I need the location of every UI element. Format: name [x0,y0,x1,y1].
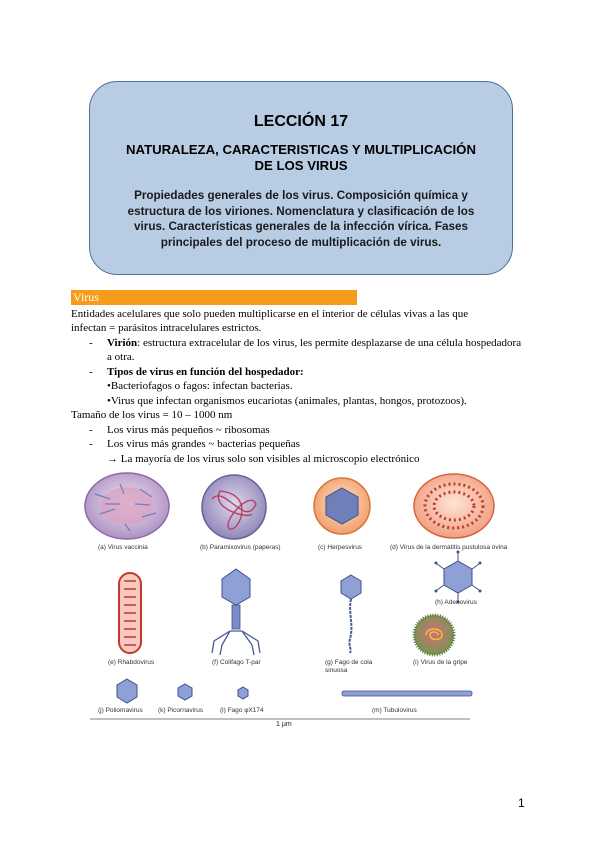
size-small-text: Los virus más pequeños ~ ribosomas [107,424,270,436]
list-dash: - [89,438,93,450]
subtitle-line: virus. Características generales de la infección vírica. Fases [134,220,468,234]
virion-def-text: : estructura extracelular de los virus, les permite desplazarse de una célula hospedadora [137,337,522,349]
virion-term: Virión [107,337,138,349]
phix174-phage-illustration [238,687,248,699]
caption-a: (a) Virus vaccinia [98,544,148,551]
caption-g: (g) Fago de cola sinuosa [325,659,373,674]
caption-j: (j) Poliomavirus [98,707,143,714]
size-big-text: Los virus más grandes ~ bacterias pequeñas [107,438,300,450]
tubulovirus-illustration [342,691,472,696]
type-item: •Virus que infectan organismos eucariotas (animales, plantas, hongos, protozoos). [107,395,467,407]
caption-h: (h) Adenovirus [435,599,477,606]
virion-definition [107,336,521,350]
type-item: •Bacteriofagos o fagos: infectan bacterias. [107,380,293,392]
lesson-title [100,142,502,174]
caption-b: (b) Paramixovirus (paperas) [200,544,281,551]
lesson-title-line: DE LOS VIRUS [254,158,348,173]
caption-c: (c) Herpesvirus [318,544,363,551]
caption-i: (i) Virus de la gripe [413,659,468,666]
list-dash: - [89,424,93,436]
influenza-virus-illustration [414,615,454,655]
caption-k: (k) Picornavirus [158,707,204,714]
subtitle-line: estructura de los viriones. Nomenclatura y clasificación de los [127,204,475,218]
rhabdovirus-illustration [119,573,141,653]
list-dash: - [89,337,93,349]
caption-m: (m) Tubulovirus [372,707,417,714]
list-dash: - [89,366,93,378]
siphovirus-illustration [341,575,361,653]
intro-text: Entidades acelulares que solo pueden multiplicarse en el interior de células vivas a las que [71,308,469,320]
intro-text: infectan = parásitos intracelulares estrictos. [71,322,262,334]
adenovirus-illustration [435,551,482,604]
lesson-header-box [89,81,513,275]
lesson-subtitle [106,188,496,250]
page-number: 1 [518,796,525,810]
caption-l: (l) Fago φX174 [220,707,264,714]
scale-label: 1 μm [276,721,292,728]
subtitle-line: Propiedades generales de los virus. Composición química y [134,189,468,202]
section-heading: Virus [71,290,357,305]
caption-f: (f) Colifago T-par [212,659,261,666]
caption-d: (d) Virus de la dermatitis pustulosa ovina [390,544,508,551]
lesson-number: LECCIÓN 17 [253,113,349,130]
vaccinia-virus-illustration [85,473,169,539]
caption-e: (e) Rhabdovirus [108,659,155,666]
size-text: Tamaño de los virus = 10 – 1000 nm [71,409,233,421]
paramyxovirus-illustration [202,475,266,539]
orf-virus-illustration [414,474,494,538]
herpesvirus-illustration [314,478,370,534]
types-heading: Tipos de virus en función del hospedador: [107,366,304,378]
picornavirus-illustration [178,684,192,700]
subtitle-line: principales del proceso de multiplicación de virus. [160,235,442,249]
microscope-note: → La mayoría de los virus solo son visibles al microscopio electrónico [107,453,420,465]
polyomavirus-illustration [117,679,137,703]
lesson-title-line: NATURALEZA, CARACTERISTICAS Y MULTIPLICACIÓN [126,142,476,157]
virion-def-text: a otra. [107,351,135,363]
virus-morphology-figure [80,469,520,731]
t-even-phage-illustration [212,569,260,655]
